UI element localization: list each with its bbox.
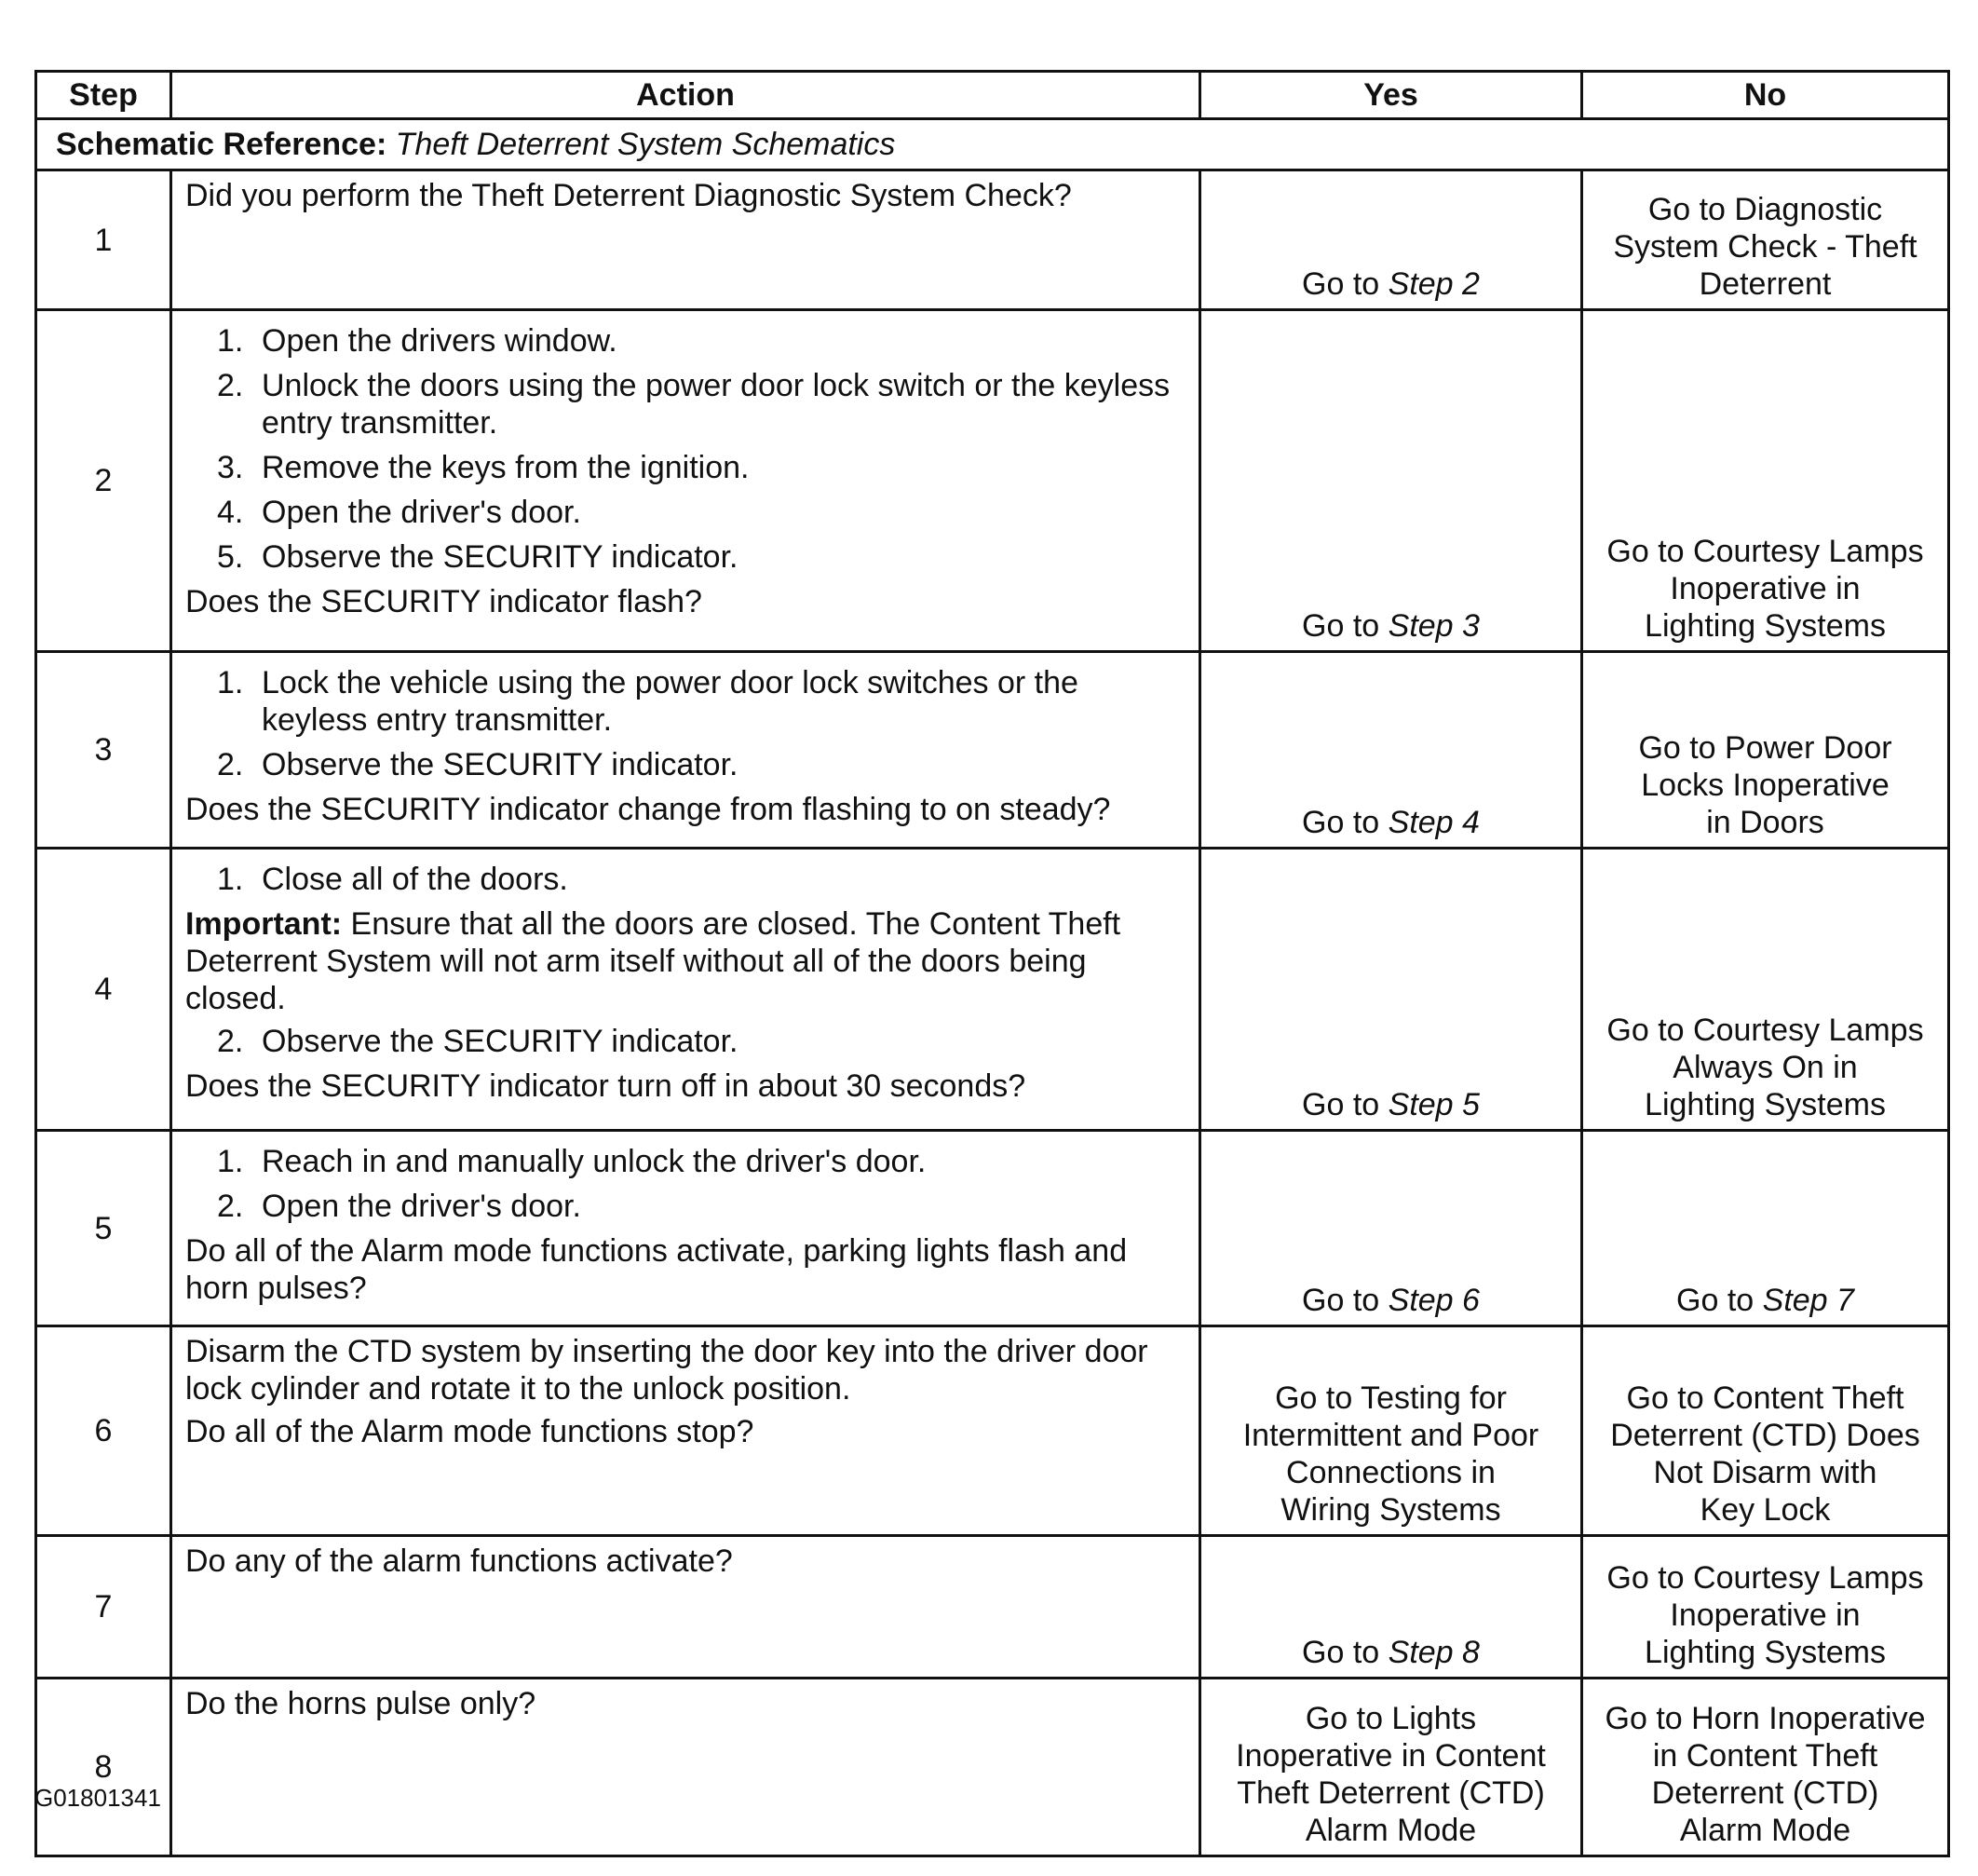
schematic-reference-row <box>36 119 1949 170</box>
list-item <box>217 861 1185 898</box>
yes-cell <box>1200 310 1582 652</box>
yes-cell <box>1200 170 1582 310</box>
step-number: 8 <box>36 1679 171 1856</box>
no-cell <box>1582 310 1949 652</box>
item-number: 2. <box>217 1024 244 1059</box>
table-row <box>36 1679 1949 1856</box>
question: Do all of the Alarm mode functions stop? <box>185 1414 754 1449</box>
no-line[interactable]: Go to Diagnostic <box>1647 192 1883 227</box>
step-number: 7 <box>36 1536 171 1679</box>
no-line[interactable]: Not Disarm with <box>1653 1455 1877 1490</box>
instruction-list <box>185 1143 1185 1225</box>
item-text: Open the driver's door. <box>262 1189 581 1224</box>
yes-link[interactable]: Step 2 <box>1388 266 1480 302</box>
yes-line[interactable]: Theft Deterrent (CTD) <box>1237 1775 1545 1811</box>
action-cell <box>171 1326 1200 1536</box>
item-number: 5. <box>217 539 244 575</box>
yes-cell <box>1200 849 1582 1131</box>
list-item <box>217 1023 1185 1060</box>
important-note <box>185 905 1185 1017</box>
list-item <box>217 494 1185 531</box>
action-cell <box>171 1131 1200 1326</box>
yes-link[interactable]: Step 8 <box>1388 1635 1480 1670</box>
instruction-list <box>185 322 1185 576</box>
item-number: 2. <box>217 368 244 403</box>
step-number: 5 <box>36 1131 171 1326</box>
figure-id: G01801341 <box>34 1784 161 1812</box>
item-text: Observe the SECURITY indicator. <box>262 539 738 575</box>
yes-prefix: Go to <box>1302 1635 1389 1670</box>
step-number: 1 <box>36 170 171 310</box>
yes-line[interactable]: Inoperative in Content <box>1236 1738 1546 1774</box>
no-line[interactable]: Key Lock <box>1700 1492 1831 1528</box>
no-line[interactable]: Inoperative in <box>1670 571 1861 606</box>
table-row <box>36 1131 1949 1326</box>
item-text: Reach in and manually unlock the driver's door. <box>262 1144 927 1179</box>
step-number: 4 <box>36 849 171 1131</box>
step-number: 2 <box>36 310 171 652</box>
no-line[interactable]: in Content Theft <box>1652 1738 1878 1774</box>
list-item <box>217 449 1185 486</box>
yes-link[interactable]: Step 4 <box>1388 805 1480 840</box>
action-cell <box>171 310 1200 652</box>
no-cell <box>1582 652 1949 849</box>
list-item <box>217 1143 1185 1180</box>
action-cell <box>171 652 1200 849</box>
yes-line[interactable]: Go to Testing for <box>1275 1380 1507 1416</box>
yes-line: Wiring Systems <box>1280 1492 1501 1528</box>
no-line[interactable]: Go to Courtesy Lamps <box>1606 534 1924 569</box>
yes-line[interactable]: Go to Lights <box>1305 1701 1477 1736</box>
yes-cell <box>1200 1131 1582 1326</box>
action-cell <box>171 1679 1200 1856</box>
no-line[interactable]: System Check - Theft <box>1613 229 1917 265</box>
question: Did you perform the Theft Deterrent Diagnostic System Check? <box>185 178 1072 213</box>
table-row <box>36 849 1949 1131</box>
question: Do all of the Alarm mode functions activate, parking lights flash and horn pulses? <box>185 1233 1128 1306</box>
no-line[interactable]: Always On in <box>1673 1050 1858 1085</box>
table-header-row <box>36 72 1949 119</box>
table-row <box>36 1326 1949 1536</box>
instruction-list <box>185 1023 1185 1060</box>
yes-cell <box>1200 652 1582 849</box>
item-text: Close all of the doors. <box>262 862 568 897</box>
action-cell <box>171 1536 1200 1679</box>
no-line[interactable]: Go to Content Theft <box>1626 1380 1904 1416</box>
no-line[interactable]: Locks Inoperative <box>1641 768 1890 803</box>
item-number: 1. <box>217 1144 244 1179</box>
table-row <box>36 170 1949 310</box>
yes-cell <box>1200 1679 1582 1856</box>
no-cell <box>1582 1536 1949 1679</box>
no-prefix: Go to <box>1676 1283 1763 1318</box>
diagnostic-table-container <box>34 70 1947 1857</box>
no-cell <box>1582 849 1949 1131</box>
schematic-reference-label: Schematic Reference: <box>56 127 387 162</box>
item-number: 1. <box>217 862 244 897</box>
no-line[interactable]: Go to Courtesy Lamps <box>1606 1560 1924 1596</box>
yes-prefix: Go to <box>1302 608 1389 644</box>
yes-link[interactable]: Step 3 <box>1388 608 1480 644</box>
no-line[interactable]: Deterrent (CTD) Does <box>1610 1418 1920 1453</box>
step-number: 6 <box>36 1326 171 1536</box>
yes-link[interactable]: Step 5 <box>1388 1087 1480 1122</box>
header-yes: Yes <box>1200 72 1582 119</box>
question: Does the SECURITY indicator turn off in about 30 seconds? <box>185 1068 1026 1104</box>
no-cell <box>1582 1326 1949 1536</box>
list-item <box>217 664 1185 739</box>
important-label: Important: <box>185 906 343 942</box>
item-number: 4. <box>217 495 244 530</box>
item-text: Unlock the doors using the power door lock switch or the keyless entry transmitter. <box>262 368 1171 441</box>
table-row <box>36 1536 1949 1679</box>
item-text: Lock the vehicle using the power door lock switches or the keyless entry transmitter. <box>262 665 1078 738</box>
item-text: Observe the SECURITY indicator. <box>262 747 738 782</box>
yes-cell <box>1200 1326 1582 1536</box>
yes-link[interactable]: Step 6 <box>1388 1283 1480 1318</box>
list-item <box>217 1188 1185 1225</box>
table-row <box>36 310 1949 652</box>
important-text: Ensure that all the doors are closed. The Content Theft Deterrent System will not arm itself without all of the doors being closed. <box>185 906 1121 1016</box>
step-number: 3 <box>36 652 171 849</box>
item-text: Open the drivers window. <box>262 323 617 359</box>
yes-prefix: Go to <box>1302 805 1389 840</box>
yes-prefix: Go to <box>1302 1283 1389 1318</box>
instruction-list <box>185 861 1185 898</box>
list-item <box>217 322 1185 360</box>
header-action: Action <box>171 72 1200 119</box>
no-line[interactable]: Inoperative in <box>1670 1597 1861 1633</box>
no-line: in Doors <box>1706 805 1824 840</box>
list-item <box>217 538 1185 576</box>
no-line: Lighting Systems <box>1645 1087 1886 1122</box>
diagnostic-table <box>34 70 1950 1857</box>
item-number: 1. <box>217 665 244 700</box>
yes-line[interactable]: Connections in <box>1286 1455 1496 1490</box>
action-text: Disarm the CTD system by inserting the door key into the driver door lock cylinder and rotate it to the unlock position. <box>185 1334 1148 1407</box>
no-line[interactable]: Deterrent <box>1699 266 1832 302</box>
table-row <box>36 652 1949 849</box>
no-link[interactable]: Step 7 <box>1762 1283 1854 1318</box>
question: Does the SECURITY indicator change from flashing to on steady? <box>185 792 1111 827</box>
no-line: Lighting Systems <box>1645 608 1886 644</box>
yes-prefix: Go to <box>1302 1087 1389 1122</box>
item-number: 1. <box>217 323 244 359</box>
question: Do the horns pulse only? <box>185 1686 536 1721</box>
no-cell <box>1582 170 1949 310</box>
yes-prefix: Go to <box>1302 266 1389 302</box>
question: Do any of the alarm functions activate? <box>185 1543 733 1579</box>
item-number: 2. <box>217 747 244 782</box>
item-text: Observe the SECURITY indicator. <box>262 1024 738 1059</box>
yes-cell <box>1200 1536 1582 1679</box>
no-line[interactable]: Go to Horn Inoperative <box>1605 1701 1926 1736</box>
no-line[interactable]: Go to Courtesy Lamps <box>1606 1013 1924 1048</box>
no-cell <box>1582 1131 1949 1326</box>
schematic-reference <box>36 119 1949 170</box>
instruction-list <box>185 664 1185 783</box>
no-line[interactable]: Alarm Mode <box>1679 1813 1851 1848</box>
header-no: No <box>1582 72 1949 119</box>
list-item <box>217 746 1185 783</box>
yes-line[interactable]: Alarm Mode <box>1305 1813 1477 1848</box>
schematic-reference-link[interactable]: Theft Deterrent System Schematics <box>395 127 896 162</box>
item-number: 3. <box>217 450 244 485</box>
list-item <box>217 367 1185 442</box>
item-text: Open the driver's door. <box>262 495 581 530</box>
no-line: Lighting Systems <box>1645 1635 1886 1670</box>
question: Does the SECURITY indicator flash? <box>185 584 702 619</box>
action-cell <box>171 849 1200 1131</box>
no-line[interactable]: Deterrent (CTD) <box>1651 1775 1879 1811</box>
no-cell <box>1582 1679 1949 1856</box>
yes-line[interactable]: Intermittent and Poor <box>1242 1418 1539 1453</box>
no-line[interactable]: Go to Power Door <box>1638 730 1892 766</box>
item-text: Remove the keys from the ignition. <box>262 450 750 485</box>
action-cell <box>171 170 1200 310</box>
item-number: 2. <box>217 1189 244 1224</box>
header-step: Step <box>36 72 171 119</box>
